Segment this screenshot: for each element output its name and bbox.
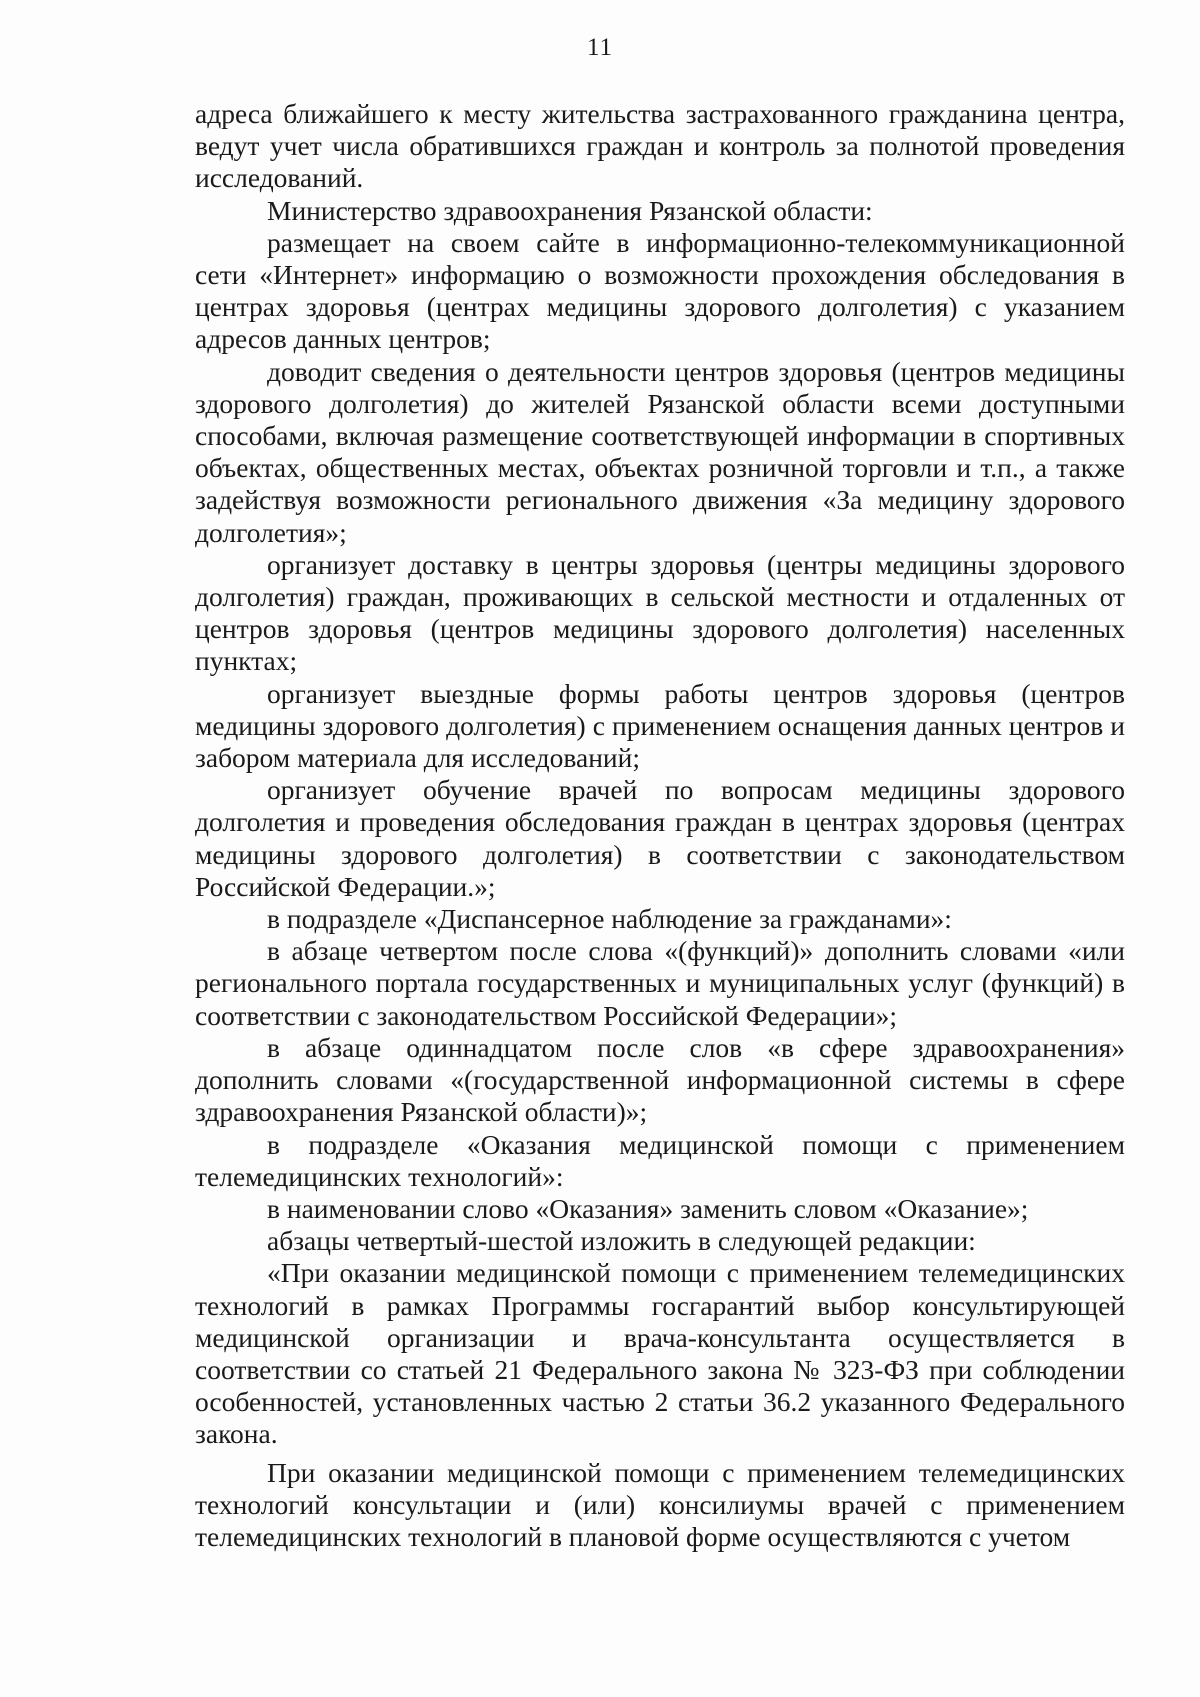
- paragraph-training: организует обучение врачей по вопросам медицины здорового долголетия и проведения обследования граждан в центрах здоровья (центрах медицины здорового долголетия) в соответствии с законодательством Российской Федерации.»;: [195, 774, 1125, 902]
- paragraph-delivery: организует доставку в центры здоровья (центры медицины здорового долголетия) граждан, проживающих в сельской местности и отдаленных от центров здоровья (центров медицины здорового долголетия) населенных пунктах;: [195, 548, 1125, 677]
- paragraph-website-info: размещает на своем сайте в информационно-телекоммуникационной сети «Интернет» информацию о возможности прохождения обследования в центрах здоровья (центрах медицины здорового долголетия) с указанием адресов данных центров;: [195, 226, 1125, 355]
- page-number: 11: [586, 34, 614, 61]
- paragraph-eleventh-abzac: в абзаце одиннадцатом после слов «в сфере здравоохранения» дополнить словами «(государственной информационной системы в сфере здравоохранения Рязанской области)»;: [195, 1031, 1125, 1128]
- paragraph-telemedicine-subsection: в подразделе «Оказания медицинской помощи с применением телемедицинских технологий»:: [195, 1128, 1125, 1192]
- paragraph-mobile-forms: организует выездные формы работы центров здоровья (центров медицины здорового долголетия) с применением оснащения данных центров и забором материала для исследований;: [195, 677, 1125, 774]
- document-body: [195, 98, 1125, 1553]
- paragraph-telemedicine-consultations: При оказании медицинской помощи с применением телемедицинских технологий консультации и (или) консилиумы врачей с применением телемедицинских технологий в плановой форме осуществляются с учетом: [195, 1456, 1125, 1552]
- paragraph-abzacs-four-six: абзацы четвертый-шестой изложить в следующей редакции:: [267, 1225, 976, 1257]
- paragraph-ministry-heading: Министерство здравоохранения Рязанской области:: [267, 194, 873, 226]
- paragraph-inform-residents: доводит сведения о деятельности центров здоровья (центров медицины здорового долголетия) до жителей Рязанской области всеми доступными способами, включая размещение соответствующей информации в спортивных объектах, общественных местах, объектах розничной торговли и т.п., а также задействуя возможности регионального движения «За медицину здорового долголетия»;: [195, 355, 1125, 548]
- paragraph-dispensary-subsection: в подразделе «Диспансерное наблюдение за гражданами»:: [267, 903, 952, 935]
- paragraph-title-replace: в наименовании слово «Оказания» заменить словом «Оказание»;: [267, 1192, 1029, 1224]
- paragraph-continuation: адреса ближайшего к месту жительства застрахованного гражданина центра, ведут учет числа обратившихся граждан и контроль за полнотой проведения исследований.: [195, 98, 1125, 194]
- paragraph-fourth-abzac: в абзаце четвертом после слова «(функций)» дополнить словами «или регионального портала государственных и муниципальных услуг (функций) в соответствии с законодательством Российской Федерации»;: [195, 935, 1125, 1031]
- paragraph-telemedicine-choice: «При оказании медицинской помощи с применением телемедицинских технологий в рамках Программы госгарантий выбор консультирующей медицинской организации и врача-консультанта осуществляется в соответствии со статьей 21 Федерального закона № 323-ФЗ при соблюдении особенностей, установленных частью 2 статьи 36.2 указанного Федерального закона.: [195, 1257, 1125, 1450]
